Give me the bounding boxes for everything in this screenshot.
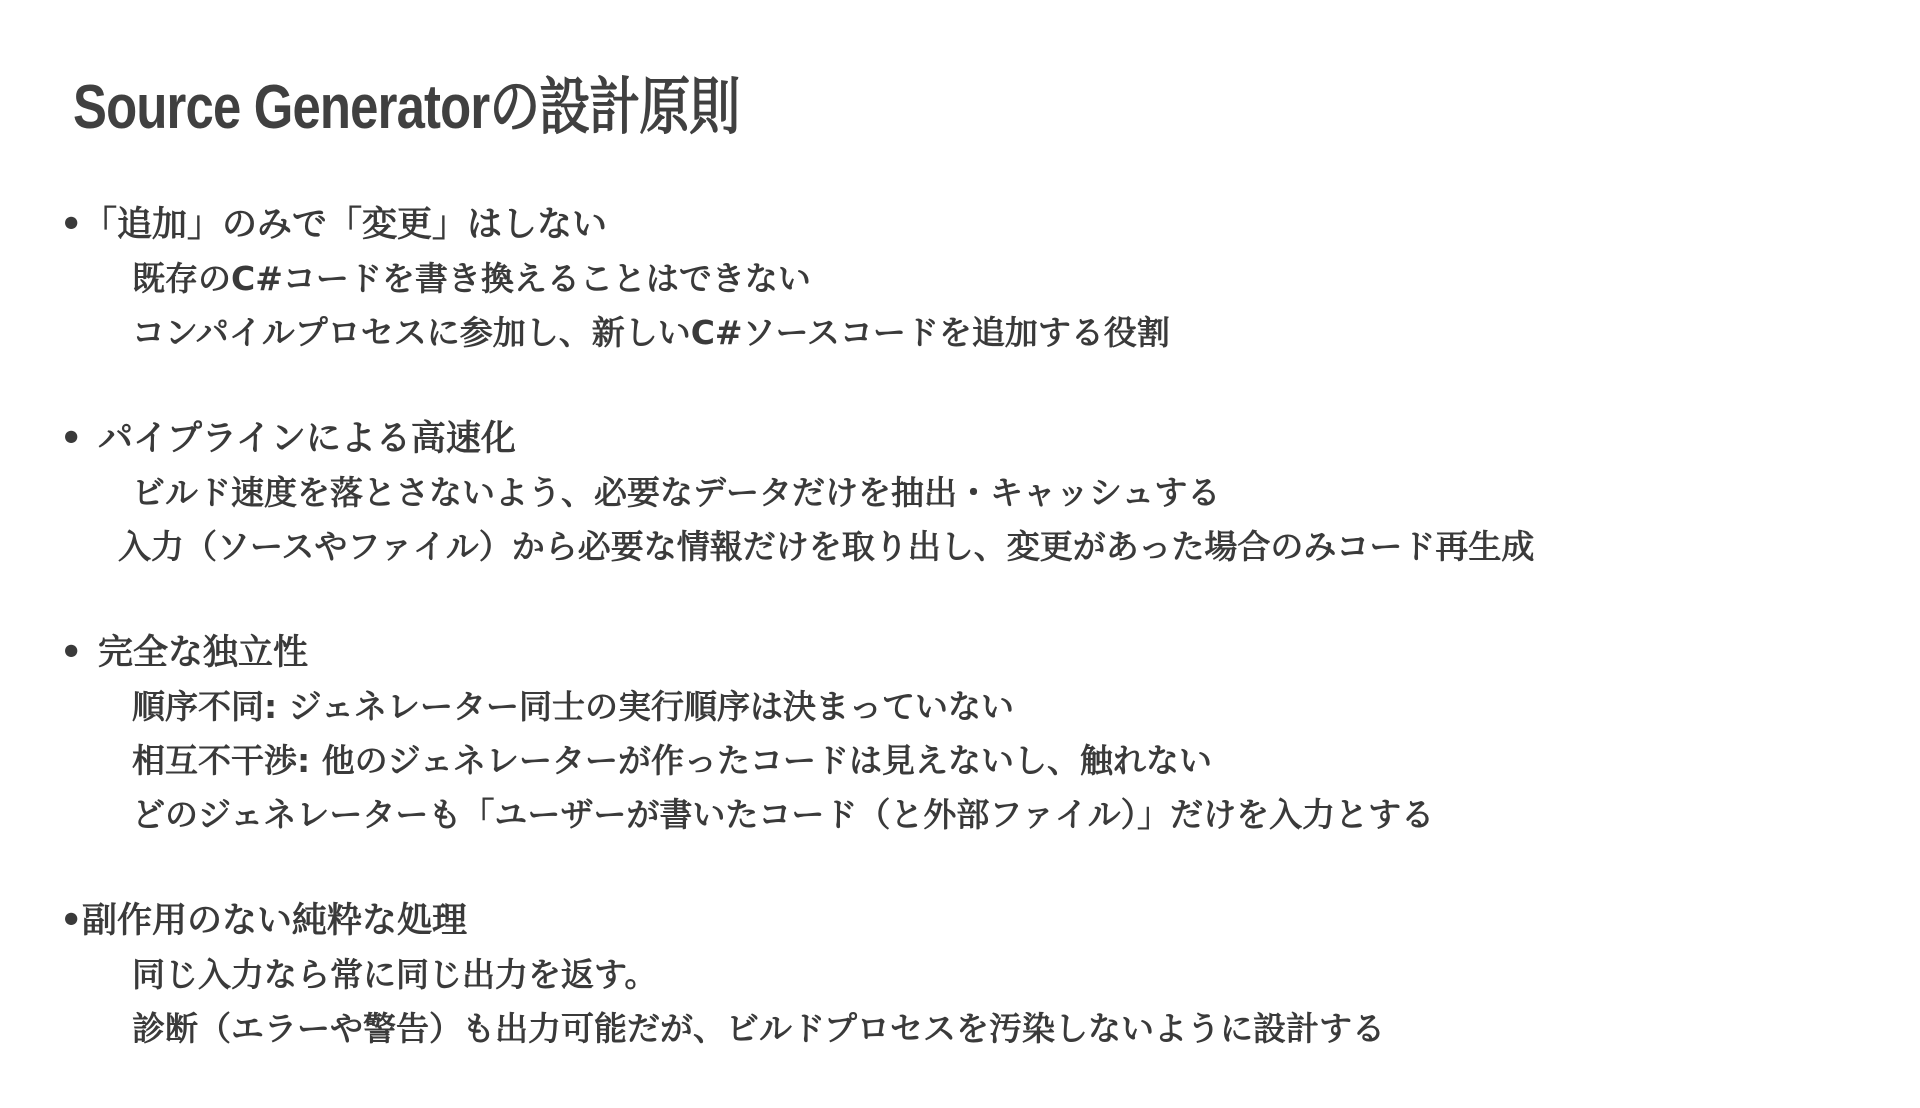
bullet-icon: • xyxy=(60,205,83,245)
slide-title: Source Generatorの設計原則 xyxy=(73,73,740,142)
section-pure-processing xyxy=(60,894,1880,1056)
section-heading xyxy=(60,412,1880,466)
section-line: 同じ入力なら常に同じ出力を返す。 xyxy=(132,955,658,994)
section-add-only xyxy=(60,198,1880,360)
bullet-icon: • xyxy=(60,901,83,941)
section-line: 診断（エラーや警告）も出力可能だが、ビルドプロセスを汚染しないように設計する xyxy=(132,1009,1386,1048)
section-line: 入力（ソースやファイル）から必要な情報だけを取り出し、変更があった場合のみコード再生成 xyxy=(118,527,1535,566)
section-pipeline xyxy=(60,412,1880,574)
section-heading xyxy=(60,626,1880,680)
bullet-icon: • xyxy=(60,419,83,459)
bullet-icon: • xyxy=(60,633,83,673)
slide-content xyxy=(60,198,1880,1108)
section-line: ビルド速度を落とさないよう、必要なデータだけを抽出・キャッシュする xyxy=(132,473,1221,512)
section-heading-text: パイプラインによる高速化 xyxy=(98,419,516,459)
section-line: 順序不同: ジェネレーター同士の実行順序は決まっていない xyxy=(132,687,1015,726)
section-heading xyxy=(60,198,1880,252)
section-line: どのジェネレーターも「ユーザーが書いたコード（と外部ファイル）」だけを入力とする xyxy=(132,795,1435,834)
section-heading-text: 「追加」のみで「変更」はしない xyxy=(82,205,608,245)
section-heading-text: 完全な独立性 xyxy=(98,633,309,673)
section-heading xyxy=(60,894,1880,948)
section-line: コンパイルプロセスに参加し、新しいC#ソースコードを追加する役割 xyxy=(132,313,1170,352)
section-line: 相互不干渉: 他のジェネレーターが作ったコードは見えないし、触れない xyxy=(132,741,1213,780)
section-line: 既存のC#コードを書き換えることはできない xyxy=(132,259,811,298)
section-independence xyxy=(60,626,1880,842)
section-heading-text: 副作用のない純粋な処理 xyxy=(82,901,468,941)
